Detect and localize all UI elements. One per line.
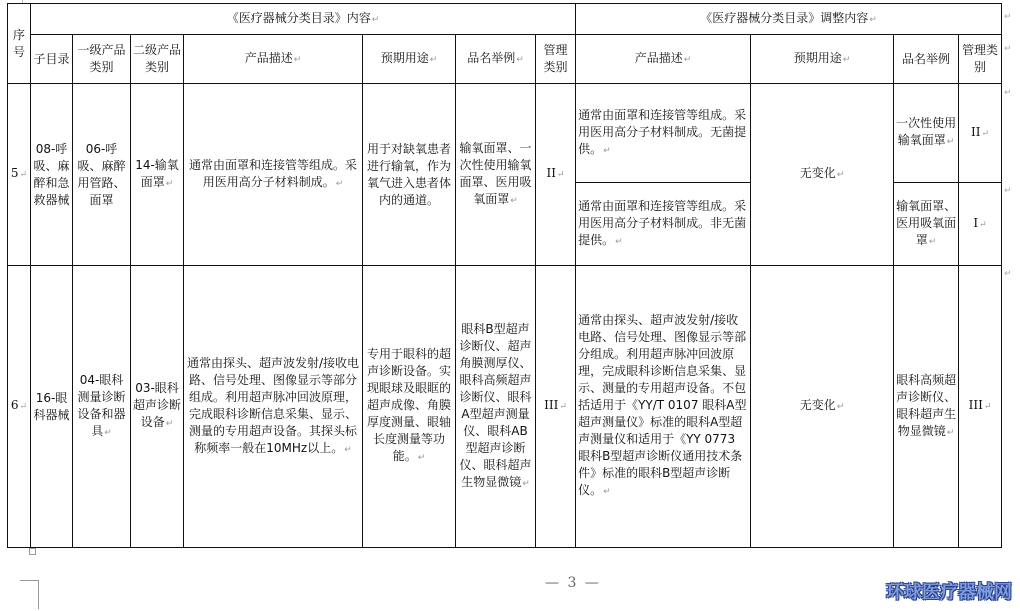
paragraph-mark: ↵ — [1004, 88, 1012, 98]
paragraph-mark: ↵ — [1004, 12, 1012, 22]
header-adjusted-class: 管理类别 — [959, 35, 1002, 84]
table-row — [8, 84, 1002, 183]
header-level2-category: 二级产品类别 — [131, 35, 184, 84]
header-original-group: 《医疗器械分类目录》内容↵ — [31, 4, 576, 35]
header-class: 管理类别 — [536, 35, 576, 84]
row-adjusted-class: I↵ — [959, 183, 1002, 266]
header-adjusted-group: 《医疗器械分类目录》调整内容↵ — [576, 4, 1002, 35]
header-description: 产品描述↵ — [184, 35, 363, 84]
row-class: II↵ — [536, 84, 576, 266]
row-sub-catalog: 08-呼吸、麻醉和急救器械 — [31, 84, 73, 266]
row-description: 通常由面罩和连接管等组成。采用医用高分子材料制成。↵ — [184, 84, 363, 266]
table-row — [8, 266, 1002, 548]
row-class: III↵ — [536, 266, 576, 548]
row-level1-category: 04-眼科测量诊断设备和器具↵ — [73, 266, 131, 548]
row-adjusted-intended-use: 无变化↵ — [751, 266, 894, 548]
header-intended-use: 预期用途↵ — [363, 35, 456, 84]
watermark-logo: 环球医疗器械网 — [886, 582, 1012, 603]
page-corner-mark-bottom — [20, 580, 39, 609]
row-level1-category: 06-呼吸、麻醉用管路、面罩 — [73, 84, 131, 266]
table-end-marker — [29, 548, 36, 555]
row-adjusted-class: III↵ — [959, 266, 1002, 548]
row-adjusted-intended-use: 无变化↵ — [751, 84, 894, 266]
classification-catalog-table — [7, 3, 1002, 548]
header-examples: 品名举例↵ — [456, 35, 536, 84]
row-sub-catalog: 16-眼科器械 — [31, 266, 73, 548]
row-examples: 输氧面罩、一次性使用输氧面罩、医用吸氧面罩↵ — [456, 84, 536, 266]
header-adjusted-description: 产品描述↵ — [576, 35, 751, 84]
header-row-columns — [8, 35, 1002, 84]
row-seq: 5↵ — [8, 84, 31, 266]
paragraph-mark: ↵ — [1004, 269, 1012, 279]
header-adjusted-intended-use: 预期用途↵ — [751, 35, 894, 84]
row-adjusted-examples: 输氧面罩、医用吸氧面罩↵ — [894, 183, 959, 266]
row-adjusted-description: 通常由面罩和连接管等组成。采用医用高分子材料制成。非无菌提供。↵ — [576, 183, 751, 266]
row-intended-use: 用于对缺氧患者进行输氧，作为氧气进入患者体内的通道。 — [363, 84, 456, 266]
row-adjusted-examples: 一次性使用输氧面罩↵ — [894, 84, 959, 183]
row-level2-category: 14-输氧面罩↵ — [131, 84, 184, 266]
row-adjusted-examples: 眼科高频超声诊断仪、眼科超声生物显微镜↵ — [894, 266, 959, 548]
row-examples: 眼科B型超声诊断仪、超声角膜测厚仪、眼科高频超声诊断仪、眼科A型超声测量仪、眼科AB型超声诊断仪、眼科超声生物显微镜↵ — [456, 266, 536, 548]
header-seq: 序号 — [8, 4, 31, 84]
row-level2-category: 03-眼科超声诊断设备↵ — [131, 266, 184, 548]
row-description: 通常由探头、超声波发射/接收电路、信号处理、图像显示等部分组成。利用超声脉冲回波原理，完成眼科诊断信息采集、显示、测量的专用超声设备。其探头标称频率一般在10MHz以上。↵ — [184, 266, 363, 548]
header-level1-category: 一级产品类别 — [73, 35, 131, 84]
page-number: — 3 — — [545, 575, 601, 591]
paragraph-mark: ↵ — [1004, 186, 1012, 196]
row-adjusted-description: 通常由探头、超声波发射/接收电路、信号处理、图像显示等部分组成。利用超声脉冲回波原理，完成眼科诊断信息采集、显示、测量的专用超声设备。不包括适用于《YY/T 0107 眼科A型超声测量仪》标准的眼科A型超声测量仪和适用于《YY 0773 眼科B型超声诊断仪通用技术条件》标准的眼科B型超声诊断仪。↵ — [576, 266, 751, 548]
row-intended-use: 专用于眼科的超声诊断设备。实现眼球及眼眶的超声成像、角膜厚度测量、眼轴长度测量等功能。↵ — [363, 266, 456, 548]
paragraph-mark: ↵ — [1004, 44, 1012, 54]
row-seq: 6↵ — [8, 266, 31, 548]
row-adjusted-description: 通常由面罩和连接管等组成。采用医用高分子材料制成。无菌提供。↵ — [576, 84, 751, 183]
header-adjusted-examples: 品名举例 — [894, 35, 959, 84]
row-adjusted-class: II↵ — [959, 84, 1002, 183]
header-sub-catalog: 子目录 — [31, 35, 73, 84]
header-row-groups — [8, 4, 1002, 35]
